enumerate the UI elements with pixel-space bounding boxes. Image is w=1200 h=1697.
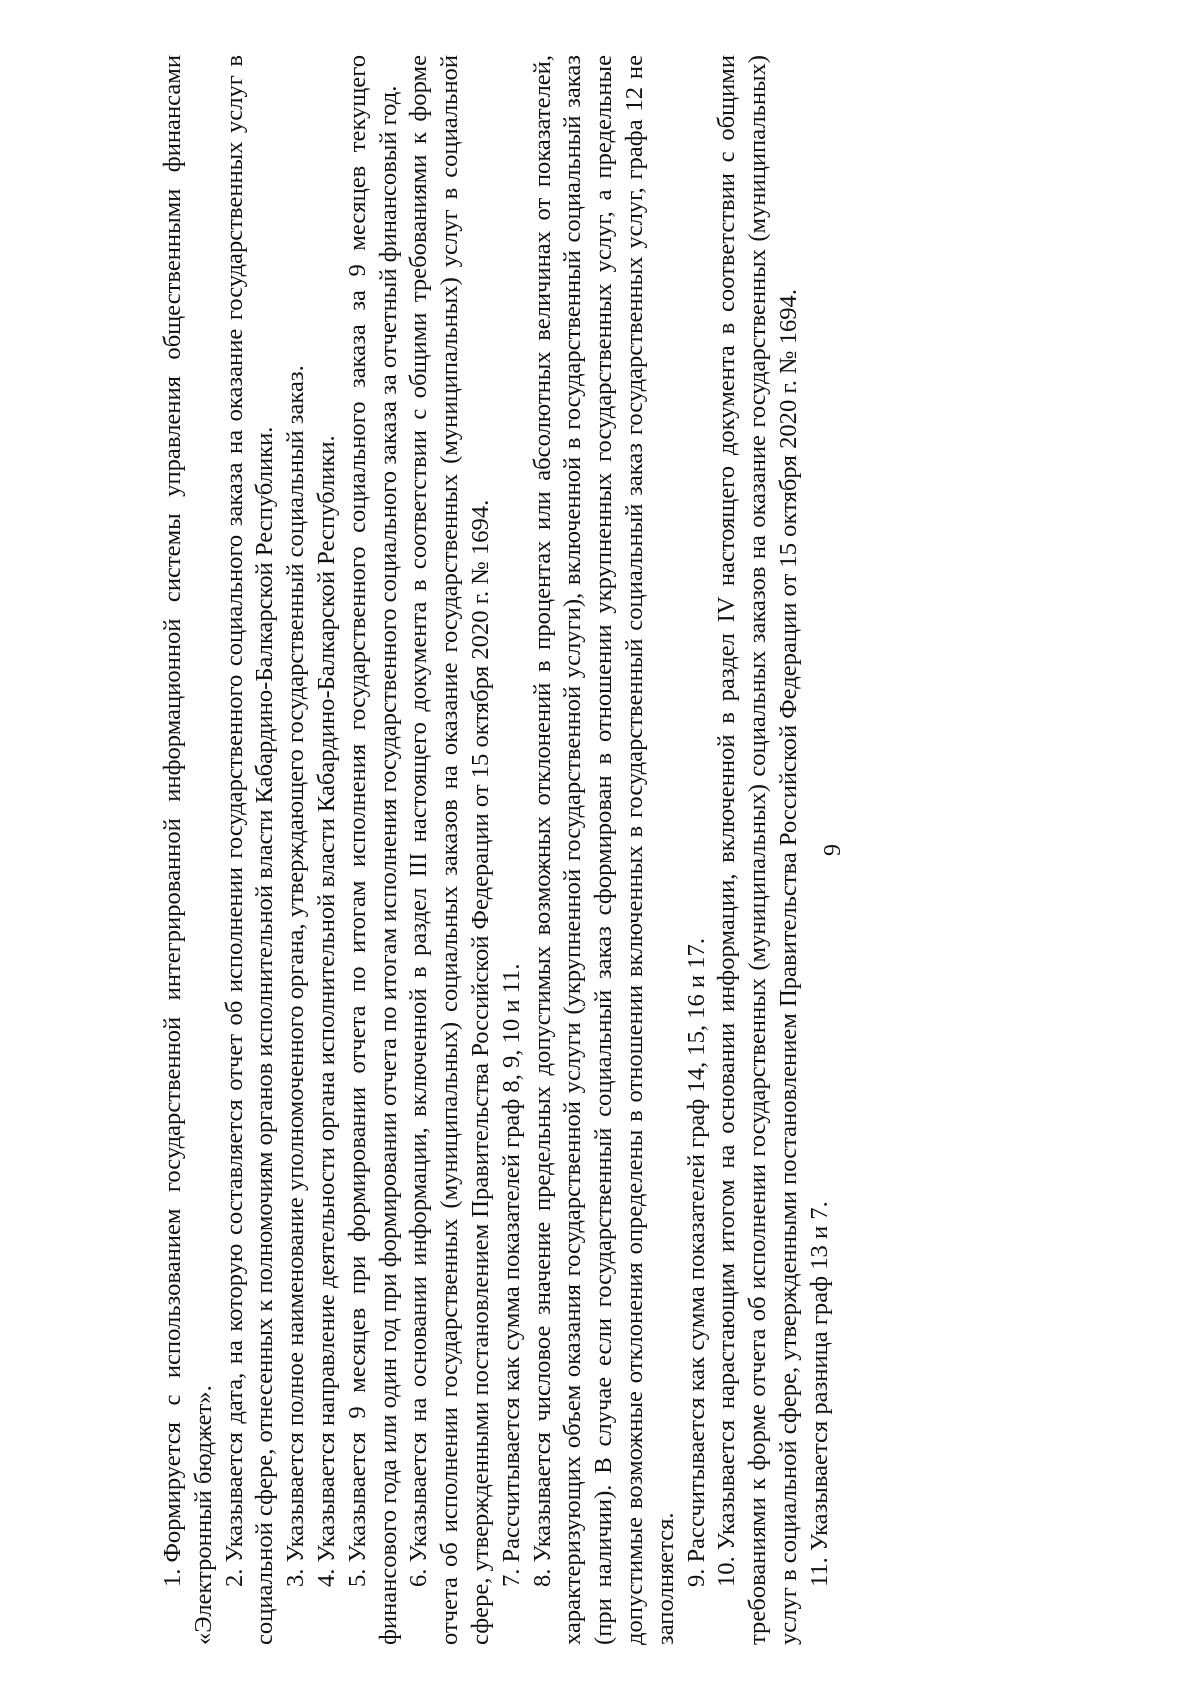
footnote-number: 3.	[282, 1568, 310, 1587]
footnote-5	[343, 55, 405, 1645]
footnote-number: 11.	[805, 1557, 833, 1587]
footnote-text: Рассчитывается как сумма показателей граф 14, 15, 16 и 17.	[682, 938, 710, 1563]
footnote-9	[682, 55, 713, 1645]
page-number: 9	[820, 844, 846, 856]
footnote-1	[158, 55, 220, 1645]
footnote-number: 10.	[713, 1556, 741, 1587]
footnotes-list	[158, 55, 836, 1645]
footnote-number: 7.	[497, 1568, 525, 1587]
footnote-4	[312, 55, 343, 1645]
footnote-8	[528, 55, 682, 1645]
footnote-text: Рассчитывается как сумма показателей граф 8, 9, 10 и 11.	[497, 963, 525, 1563]
footnote-3	[281, 55, 312, 1645]
footnote-text: Указывается на основании информации, включенной в раздел III настоящего документа в соответствии с общими требованиями к форме отчета об исполнении государственных (муниципальных) социальных заказов на оказание государственных (муниципальных) услуг в социальной сфере, утвержденными постановлением Правительства Российской Федерации от 15 октября 2020 г. № 1694.	[405, 55, 494, 1645]
footnote-number: 8.	[528, 1568, 556, 1587]
footnote-number: 5.	[343, 1568, 371, 1587]
footnote-2	[220, 55, 282, 1645]
footnote-10	[712, 55, 804, 1645]
footnote-number: 4.	[312, 1568, 340, 1587]
footnote-text: Указывается направление деятельности органа исполнительной власти Кабардино-Балкарской Республики.	[312, 435, 340, 1563]
footnote-6	[404, 55, 496, 1645]
footnote-text: Формируется с использованием государственной интегрированной информационной системы управления общественными финансами «Электронный бюджет».	[159, 55, 217, 1645]
footnote-text: Указывается 9 месяцев при формировании отчета по итогам исполнения государственного социального заказа за 9 месяцев текущего финансового года или один год при формировании отчета по итогам исполнения государственного социального заказа за отчетный финансовый год.	[343, 55, 402, 1645]
footnote-number: 2.	[220, 1568, 248, 1587]
footnote-7	[497, 55, 528, 1645]
footnote-number: 6.	[405, 1568, 433, 1587]
footnote-text: Указывается дата, на которую составляется отчет об исполнении государственного социального заказа на оказание государственных услуг в социальной сфере, отнесенных к полномочиям органов исполнительной власти Кабардино-Балкарской Республики.	[220, 55, 279, 1645]
rotated-page	[158, 55, 1200, 1645]
footnote-number: 1.	[159, 1568, 186, 1587]
footnote-text: Указывается нарастающим итогом на основании информации, включенной в раздел IV настоящего документа в соответствии с общими требованиями к форме отчета об исполнении государственных (муниципальных) социальных заказов на оказание государственных (муниципальных) услуг в социальной сфере, утвержденными постановлением Правительства Российской Федерации от 15 октября 2020 г. № 1694.	[713, 55, 802, 1645]
footnote-number: 9.	[682, 1568, 710, 1587]
footnote-text: Указывается разница граф 13 и 7.	[805, 1201, 833, 1552]
footnote-text: Указывается полное наименование уполномоченного органа, утверждающего государственный социальный заказ.	[282, 365, 310, 1563]
footnote-text: Указывается числовое значение предельных допустимых возможных отклонений в процентах или абсолютных величинах от показателей, характеризующих объем оказания государственной услуги (укрупненной государственной услуги), включенной в государственный социальный заказ (при наличии). В случае если государственный социальный заказ сформирован в отношении укрупненных государственных услуг, а предельные допустимые возможные отклонения определены в отношении включенных в государственный социальный заказ государственных услуг, графа 12 не заполняется.	[528, 55, 679, 1645]
